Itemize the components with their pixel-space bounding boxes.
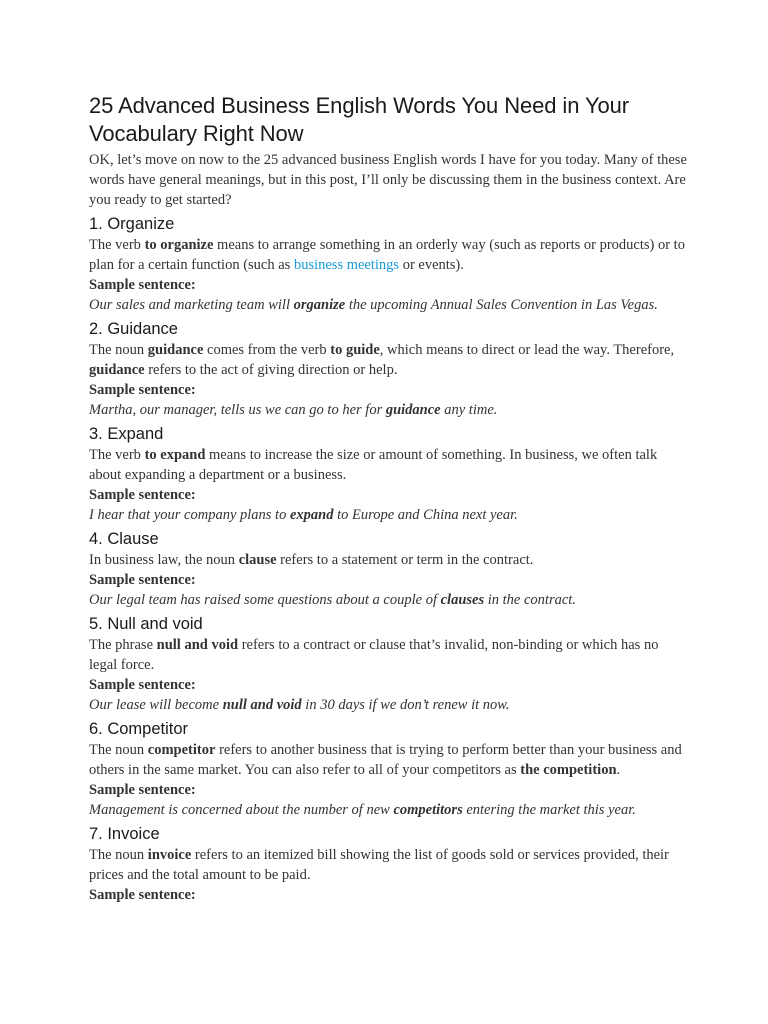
- definition-term: guidance: [89, 362, 145, 378]
- definition-text: or events).: [399, 257, 464, 273]
- definition-text: refers to an itemized bill showing the list of goods sold or services provided, their prices and the total amount to be paid.: [89, 847, 669, 883]
- sample-text: in the contract.: [484, 592, 576, 608]
- definition-guidance: [89, 340, 689, 380]
- definition-null-and-void: [89, 635, 689, 675]
- definition-text: The noun: [89, 742, 148, 758]
- sample-text: Our lease will become: [89, 697, 223, 713]
- definition-text: refers to a contract or clause that’s invalid, non-binding or which has no legal force.: [89, 637, 659, 673]
- sample-sentence-null-and-void: [89, 695, 689, 715]
- definition-text: refers to another business that is trying to perform better than your business and others in the same market. You can also refer to all of your competitors as: [89, 742, 682, 778]
- sample-sentence-label: Sample sentence:: [89, 572, 196, 588]
- definition-term: null and void: [156, 637, 239, 653]
- article: [89, 88, 689, 905]
- sample-sentence-label: Sample sentence:: [89, 487, 196, 503]
- definition-organize: [89, 235, 689, 275]
- sample-sentence-label: Sample sentence:: [89, 382, 196, 398]
- word-heading-invoice: 7. Invoice: [89, 825, 160, 843]
- business-meetings-link[interactable]: business meetings: [293, 257, 400, 273]
- word-heading-null-and-void: 5. Null and void: [89, 615, 203, 633]
- sample-text: Martha, our manager, tells us we can go to her for: [89, 402, 386, 418]
- word-heading-guidance: 2. Guidance: [89, 320, 178, 338]
- sample-sentence-organize: [89, 295, 689, 315]
- sample-text: Management is concerned about the number of new: [89, 802, 394, 818]
- sample-text: entering the market this year.: [462, 802, 636, 818]
- definition-text: comes from the verb: [203, 342, 331, 358]
- page-title: 25 Advanced Business English Words You Need in Your Vocabulary Right Now: [89, 93, 629, 146]
- sample-term: clauses: [440, 592, 485, 608]
- word-heading-expand: 3. Expand: [89, 425, 164, 443]
- word-heading-organize: 1. Organize: [89, 215, 175, 233]
- definition-text: refers to a statement or term in the contract.: [276, 552, 534, 568]
- definition-text: .: [616, 762, 621, 778]
- definition-text: The noun: [89, 342, 148, 358]
- sample-text: to Europe and China next year.: [333, 507, 518, 523]
- sample-sentence-label: Sample sentence:: [89, 887, 196, 903]
- definition-text: The noun: [89, 847, 148, 863]
- intro-paragraph: OK, let’s move on now to the 25 advanced business English words I have for you today. Many of these words have general meanings, but in this post, I’ll only be discussing them in the business context. Are you ready to get started?: [89, 152, 687, 208]
- sample-term: organize: [293, 297, 346, 313]
- definition-text: In business law, the noun: [89, 552, 239, 568]
- definition-competitor: [89, 740, 689, 780]
- definition-term: the competition: [520, 762, 617, 778]
- definition-text: The verb: [89, 237, 145, 253]
- definition-text: refers to the act of giving direction or help.: [144, 362, 398, 378]
- sample-term: expand: [289, 507, 334, 523]
- sample-term: null and void: [222, 697, 302, 713]
- definition-text: means to increase the size or amount of something. In business, we often talk about expanding a department or a business.: [89, 447, 658, 483]
- sample-text: in 30 days if we don’t renew it now.: [301, 697, 510, 713]
- word-heading-clause: 4. Clause: [89, 530, 159, 548]
- definition-term: guidance: [147, 342, 204, 358]
- definition-invoice: [89, 845, 689, 885]
- sample-sentence-label: Sample sentence:: [89, 677, 196, 693]
- definition-clause: [89, 550, 689, 570]
- definition-term: to guide: [330, 342, 380, 358]
- definition-term: competitor: [147, 742, 216, 758]
- sample-sentence-clause: [89, 590, 689, 610]
- definition-term: to expand: [144, 447, 206, 463]
- definition-text: The phrase: [89, 637, 157, 653]
- sample-text: the upcoming Annual Sales Convention in Las Vegas.: [345, 297, 658, 313]
- sample-text: any time.: [440, 402, 498, 418]
- definition-term: invoice: [147, 847, 192, 863]
- definition-expand: [89, 445, 689, 485]
- definition-text: , which means to direct or lead the way. Therefore,: [379, 342, 675, 358]
- sample-sentence-label: Sample sentence:: [89, 277, 196, 293]
- definition-term: clause: [238, 552, 277, 568]
- sample-sentence-label: Sample sentence:: [89, 782, 196, 798]
- definition-text: The verb: [89, 447, 145, 463]
- sample-term: competitors: [393, 802, 463, 818]
- sample-sentence-competitor: [89, 800, 689, 820]
- sample-term: guidance: [385, 402, 441, 418]
- sample-sentence-guidance: [89, 400, 689, 420]
- sample-text: Our sales and marketing team will: [89, 297, 294, 313]
- sample-text: I hear that your company plans to: [89, 507, 290, 523]
- definition-term: to organize: [144, 237, 214, 253]
- sample-sentence-expand: [89, 505, 689, 525]
- definition-text: means to arrange something in an orderly way (such as reports or products) or to plan for a certain function (such as: [89, 237, 685, 273]
- sample-text: Our legal team has raised some questions about a couple of: [89, 592, 441, 608]
- word-heading-competitor: 6. Competitor: [89, 720, 189, 738]
